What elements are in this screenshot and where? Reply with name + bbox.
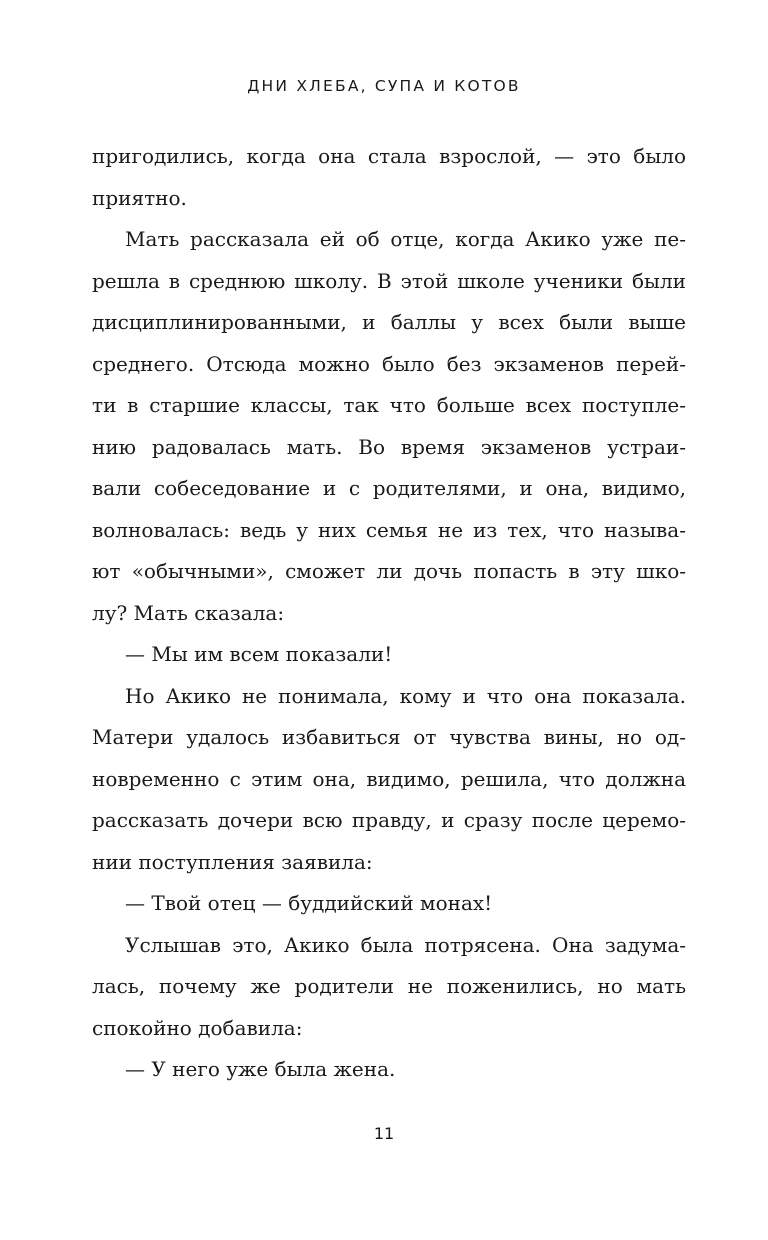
text-line: среднего. Отсюда можно было без экзаменов перей- [92,351,686,376]
running-title: ДНИ ХЛЕБА, СУПА И КОТОВ [247,77,521,95]
text-line: ют «обычными», сможет ли дочь попасть в эту шко- [92,559,686,583]
text-line: Но Акико не понимала, кому и что она показала. [125,683,686,708]
text-line: ти в старшие классы, так что больше всех поступле- [92,393,686,417]
text-line: дисциплинированными, и баллы у всех были выше [92,310,686,334]
dialogue-line: — Твой отец — буддийский монах! [125,891,493,915]
text-line: приятно. [92,185,187,210]
text-line: нии поступления заявила: [92,849,373,874]
text-line: вали собеседование и с родителями, и она, видимо, [92,476,686,500]
dialogue-line: — У него уже была жена. [125,1057,396,1081]
text-line: лу? Мать сказала: [92,600,285,625]
text-line: Матери удалось избавиться от чувства вины, но од- [92,725,686,749]
text-line: пригодились, когда она стала взрослой, — это было [92,144,686,168]
text-line: решла в среднюю школу. В этой школе ученики были [92,268,686,293]
body-text [92,136,686,1091]
text-line: Мать рассказала ей об отце, когда Акико уже пе- [125,227,686,251]
page-number: 11 [373,1124,395,1143]
text-line: нию радовалась мать. Во время экзаменов устраи- [92,434,686,459]
text-line: спокойно добавила: [92,1015,303,1040]
text-line: Услышав это, Акико была потрясена. Она задума- [125,932,686,957]
text-line: волновалась: ведь у них семья не из тех, что называ- [92,517,686,542]
text-line: лась, почему же родители не поженились, но мать [92,974,686,998]
text-line: рассказать дочери всю правду, и сразу после церемо- [92,808,686,832]
dialogue-line: — Мы им всем показали! [125,642,393,666]
text-line: новременно с этим она, видимо, решила, что должна [92,766,686,791]
